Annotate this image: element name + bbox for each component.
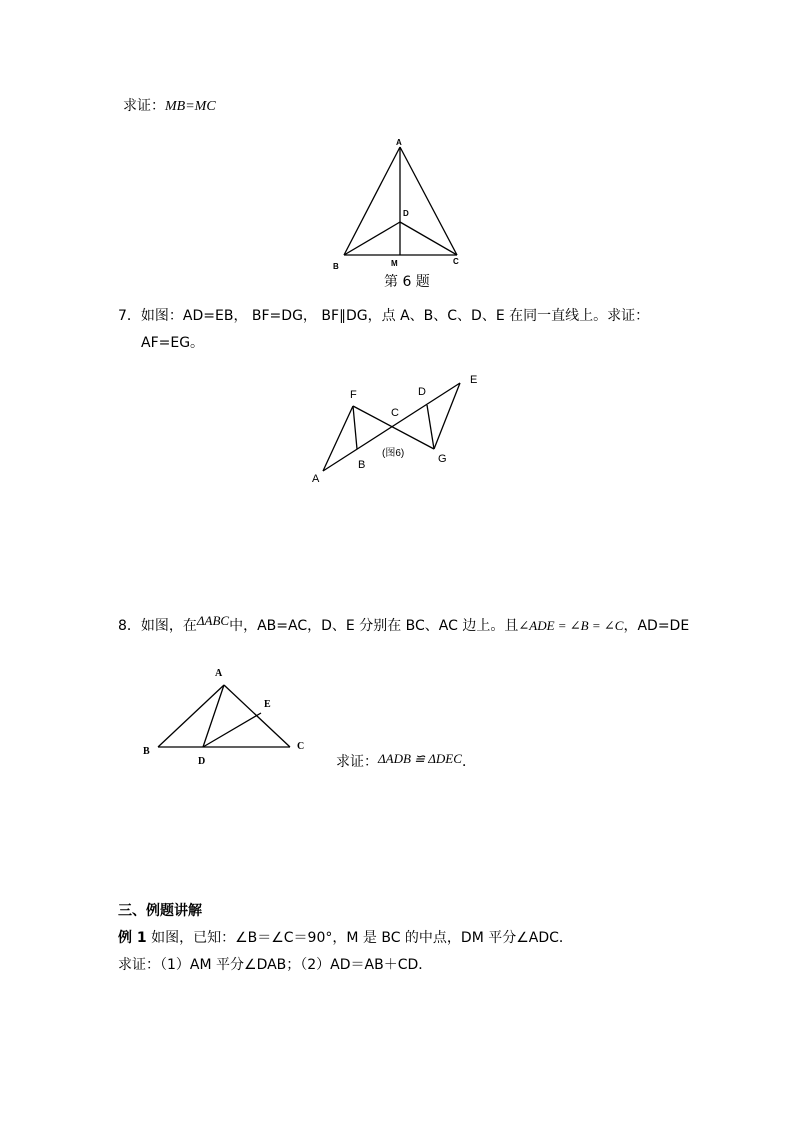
fig7-caption: (图6) — [382, 448, 405, 459]
fig7-label-C: C — [391, 407, 399, 419]
fig7-line-EG — [434, 383, 460, 449]
fig7-label-A: A — [312, 473, 320, 485]
q8-triangle: ΔABC — [196, 613, 230, 628]
fig7-label-F: F — [350, 389, 357, 401]
q8-angles: ∠ADE = ∠B = ∠C — [518, 618, 624, 633]
fig8-line-DE — [203, 713, 261, 747]
fig6-caption: 第 6 题 — [384, 274, 430, 290]
fig8-label-B: B — [143, 746, 150, 757]
fig8-label-C: C — [297, 741, 305, 752]
prove8-prefix: 求证： — [336, 754, 378, 770]
fig8-label-E: E — [264, 699, 271, 710]
q8-suffix: ，AD=DE — [623, 618, 690, 634]
q7-line2: AF=EG。 — [141, 335, 205, 351]
prove8-statement: ΔADB ≌ ΔDEC — [378, 751, 462, 766]
prove6-line — [123, 96, 216, 117]
fig6-label-D: D — [403, 209, 409, 218]
fig7-label-D: D — [418, 386, 426, 398]
fig8-label-D: D — [198, 756, 206, 767]
q7-line1: 7．如图：AD=EB， BF=DG， BF∥DG，点 A、B、C、D、E 在同一直线上。求证： — [118, 308, 650, 324]
fig7-label-B: B — [358, 459, 366, 471]
example1-line2: 求证：（1）AM 平分∠DAB；（2）AD＝AB＋CD． — [118, 957, 433, 973]
fig7-label-G: G — [438, 453, 447, 465]
figure-8 — [140, 665, 315, 765]
prove8-line — [336, 752, 476, 772]
fig6-label-A: A — [396, 138, 402, 147]
fig7-label-E: E — [470, 374, 478, 386]
q8-middle: 中，AB=AC，D、E 分别在 BC、AC 边上。且 — [229, 618, 519, 634]
example1-line1 — [118, 928, 573, 948]
fig7-line-FB — [353, 406, 357, 449]
q8-line — [118, 613, 690, 636]
fig6-label-C: C — [453, 257, 459, 266]
figure-7 — [305, 368, 490, 488]
q8-prefix: 8．如图，在 — [118, 618, 197, 634]
example1-label: 例 1 — [118, 930, 147, 946]
section3-title: 三、例题讲解 — [118, 903, 202, 919]
figure-6 — [330, 135, 470, 270]
fig6-label-B: B — [333, 262, 339, 271]
fig6-label-M: M — [391, 259, 398, 268]
prove6-prefix: 求证： — [123, 98, 165, 114]
fig7-line-DG — [427, 405, 434, 449]
fig8-label-A: A — [215, 668, 223, 679]
prove8-end: ． — [461, 754, 476, 770]
prove6-statement: MB=MC — [165, 99, 216, 114]
example1-text1: 如图，已知：∠B＝∠C＝90°，M 是 BC 的中点，DM 平分∠ADC． — [146, 930, 573, 946]
